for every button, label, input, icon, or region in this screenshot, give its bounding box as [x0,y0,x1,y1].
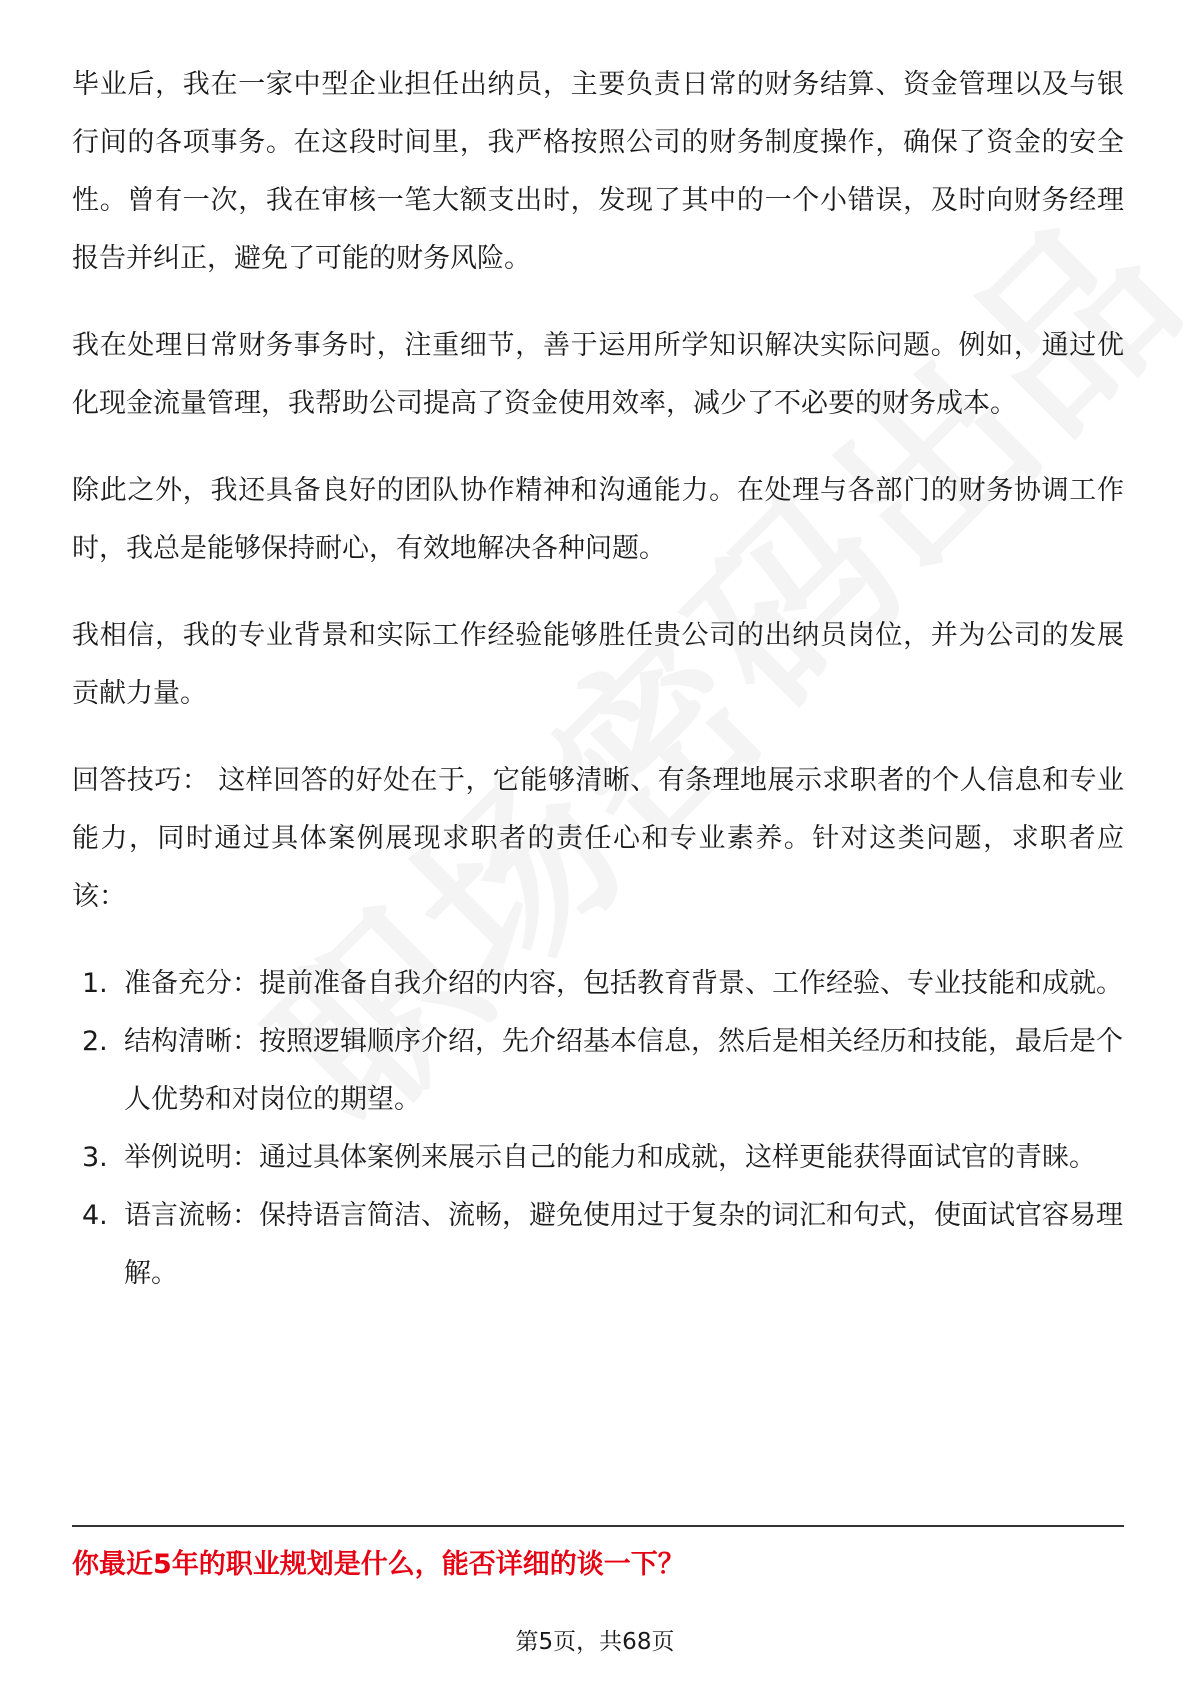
list-item [82,1187,1124,1303]
list-item-number: 2. [82,1026,108,1057]
list-item-text: 语言流畅：保持语言简洁、流畅，避免使用过于复杂的词汇和句式，使面试官容易理解。 [124,1200,1123,1289]
list-item-number: 3. [82,1142,108,1173]
paragraph-answer-tips: 回答技巧： 这样回答的好处在于，它能够清晰、有条理地展示求职者的个人信息和专业能力，同时通过具体案例展现求职者的责任心和专业素养。针对这类问题，求职者应该： [72,765,1124,912]
list-item-number: 1. [82,968,108,999]
paragraph-teamwork: 除此之外，我还具备良好的团队协作精神和沟通能力。在处理与各部门的财务协调工作时，我总是能够保持耐心，有效地解决各种问题。 [72,475,1124,564]
page-number-footer: 第5页，共68页 [515,1629,675,1655]
next-question-heading: 你最近5年的职业规划是什么，能否详细的谈一下？ [72,1549,685,1580]
list-item [82,955,1124,1013]
paragraph-confidence: 我相信，我的专业背景和实际工作经验能够胜任贵公司的出纳员岗位，并为公司的发展贡献力量。 [72,620,1124,709]
list-item [82,1013,1124,1129]
section-divider [72,1525,1124,1527]
list-item-text: 准备充分：提前准备自我介绍的内容，包括教育背景、工作经验、专业技能和成就。 [124,968,1123,999]
paragraph-work-experience: 毕业后，我在一家中型企业担任出纳员，主要负责日常的财务结算、资金管理以及与银行间的各项事务。在这段时间里，我严格按照公司的财务制度操作，确保了资金的安全性。曾有一次，我在审核一笔大额支出时，发现了其中的一个小错误，及时向财务经理报告并纠正，避免了可能的财务风险。 [72,69,1124,274]
list-item-text: 结构清晰：按照逻辑顺序介绍，先介绍基本信息，然后是相关经历和技能，最后是个人优势和对岗位的期望。 [124,1026,1123,1115]
paragraph-detail-skills: 我在处理日常财务事务时，注重细节，善于运用所学知识解决实际问题。例如，通过优化现金流量管理，我帮助公司提高了资金使用效率，减少了不必要的财务成本。 [72,330,1124,419]
list-item-text: 举例说明：通过具体案例来展示自己的能力和成就，这样更能获得面试官的青睐。 [124,1142,1096,1173]
tips-list [72,955,1124,1303]
list-item [82,1129,1124,1187]
main-content [72,56,1124,1303]
list-item-number: 4. [82,1200,108,1231]
